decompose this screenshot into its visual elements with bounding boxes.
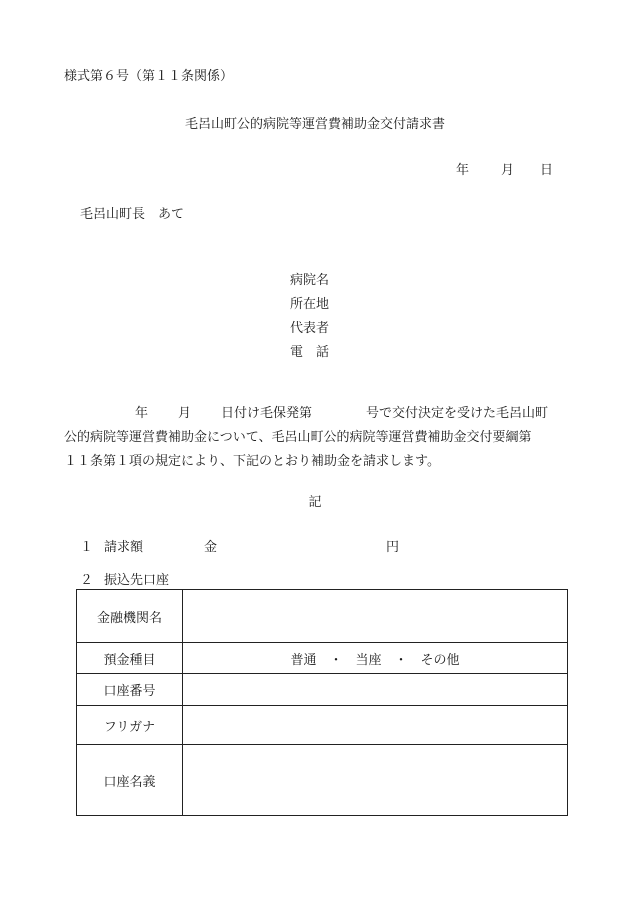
deposit-type-label: 預金種目 bbox=[77, 643, 183, 674]
item2-number: ２ bbox=[80, 573, 94, 588]
account-holder-field[interactable] bbox=[183, 745, 568, 816]
table-row bbox=[77, 643, 568, 674]
item1-label: 請求額 bbox=[104, 540, 144, 555]
account-number-label: 口座番号 bbox=[77, 674, 183, 706]
applicant-address-label: 所在地 bbox=[290, 297, 330, 312]
addressee: 毛呂山町長 あて bbox=[80, 207, 185, 222]
item1-yen: 円 bbox=[386, 540, 400, 555]
date-day-label: 日 bbox=[540, 163, 554, 178]
table-row bbox=[77, 590, 568, 643]
table-row bbox=[77, 674, 568, 706]
body-issue-ref: 日付け毛保発第 bbox=[221, 406, 313, 421]
date-year-label: 年 bbox=[456, 163, 470, 178]
body-line2: 公的病院等運営費補助金について、毛呂山町公的病院等運営費補助金交付要綱第 bbox=[64, 430, 532, 445]
account-number-field[interactable] bbox=[183, 674, 568, 706]
bank-name-field[interactable] bbox=[183, 590, 568, 643]
ki-heading: 記 bbox=[308, 495, 322, 510]
item1-kin: 金 bbox=[204, 540, 218, 555]
furigana-label: フリガナ bbox=[77, 706, 183, 745]
furigana-field[interactable] bbox=[183, 706, 568, 745]
body-year: 年 bbox=[135, 406, 149, 421]
deposit-type-options[interactable]: 普通 ・ 当座 ・ その他 bbox=[183, 643, 568, 674]
document-title: 毛呂山町公的病院等運営費補助金交付請求書 bbox=[184, 117, 445, 132]
table-row bbox=[77, 706, 568, 745]
applicant-hospital-name-label: 病院名 bbox=[290, 273, 330, 288]
account-holder-label: 口座名義 bbox=[77, 745, 183, 816]
item2-label: 振込先口座 bbox=[104, 573, 170, 588]
body-line1-end: 号で交付決定を受けた毛呂山町 bbox=[366, 406, 549, 421]
applicant-representative-label: 代表者 bbox=[290, 321, 330, 336]
bank-account-table bbox=[76, 589, 568, 816]
bank-name-label: 金融機関名 bbox=[77, 590, 183, 643]
item1-number: １ bbox=[80, 540, 94, 555]
body-month: 月 bbox=[178, 406, 192, 421]
applicant-phone-label: 電 話 bbox=[290, 345, 330, 360]
body-line3: １１条第１項の規定により、下記のとおり補助金を請求します。 bbox=[64, 454, 440, 469]
date-month-label: 月 bbox=[501, 163, 515, 178]
form-number: 様式第６号（第１１条関係） bbox=[64, 69, 234, 84]
table-row bbox=[77, 745, 568, 816]
